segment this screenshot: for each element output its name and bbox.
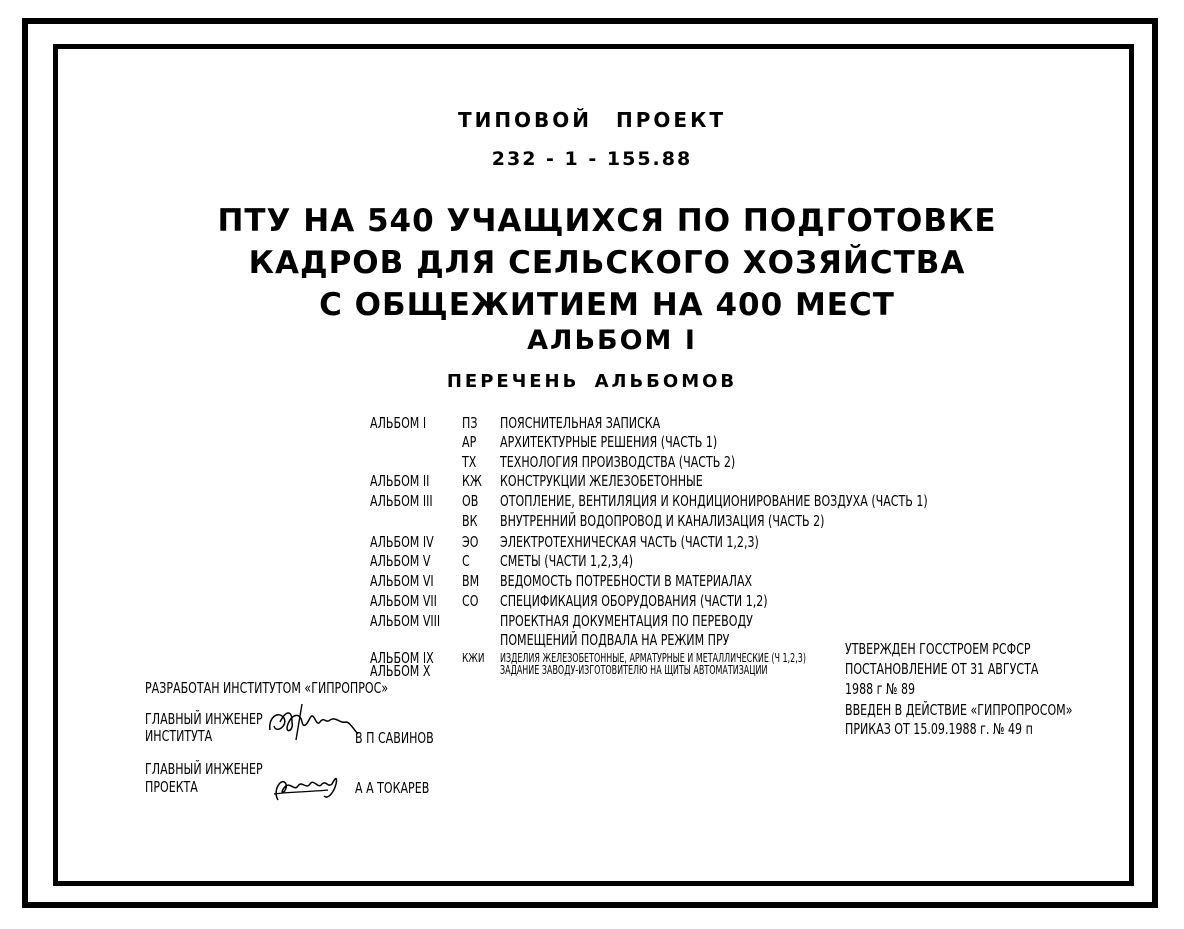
album-title: ЗАДАНИЕ ЗАВОДУ-ИЗГОТОВИТЕЛЮ НА ЩИТЫ АВТОМАТИЗАЦИИ bbox=[500, 663, 768, 677]
signature-savinov bbox=[262, 700, 362, 744]
album-code: С bbox=[462, 552, 470, 570]
approval-line-5: ПРИКАЗ ОТ 15.09.1988 г. № 49 п bbox=[845, 720, 1033, 738]
album-title: ЭЛЕКТРОТЕХНИЧЕСКАЯ ЧАСТЬ (ЧАСТИ 1,2,3) bbox=[500, 533, 759, 551]
album-title: СПЕЦИФИКАЦИЯ ОБОРУДОВАНИЯ (ЧАСТИ 1,2) bbox=[500, 592, 768, 610]
chief-project-name: А А ТОКАРЕВ bbox=[355, 779, 430, 797]
chief-project-title: ГЛАВНЫЙ ИНЖЕНЕР bbox=[145, 760, 263, 778]
album-number: АЛЬБОМ X bbox=[370, 662, 431, 680]
album-number: АЛЬБОМ III bbox=[370, 492, 433, 510]
album-title: ПОЯСНИТЕЛЬНАЯ ЗАПИСКА bbox=[500, 414, 661, 432]
chief-project-org: ПРОЕКТА bbox=[145, 778, 198, 796]
title-line-3: С ОБЩЕЖИТИЕМ НА 400 МЕСТ bbox=[319, 287, 895, 323]
album-title: ОТОПЛЕНИЕ, ВЕНТИЛЯЦИЯ И КОНДИЦИОНИРОВАНИЕ ВОЗДУХА (ЧАСТЬ 1) bbox=[500, 492, 928, 510]
album-title: СМЕТЫ (ЧАСТИ 1,2,3,4) bbox=[500, 552, 634, 570]
album-code: КЖИ bbox=[462, 651, 485, 665]
album-code: ЭО bbox=[462, 533, 479, 551]
album-title: КОНСТРУКЦИИ ЖЕЛЕЗОБЕТОННЫЕ bbox=[500, 472, 703, 490]
approval-line-1: УТВЕРЖДЕН ГОССТРОЕМ РСФСР bbox=[845, 640, 1031, 658]
developed-by: РАЗРАБОТАН ИНСТИТУТОМ «ГИПРОПРОС» bbox=[145, 679, 389, 697]
album-title: ИЗДЕЛИЯ ЖЕЛЕЗОБЕТОННЫЕ, АРМАТУРНЫЕ И МЕТАЛЛИЧЕСКИЕ (Ч 1,2,3) bbox=[500, 651, 807, 665]
album-title: ТЕХНОЛОГИЯ ПРОИЗВОДСТВА (ЧАСТЬ 2) bbox=[500, 453, 736, 471]
album-code: ПЗ bbox=[462, 414, 478, 432]
album-number: АЛЬБОМ I bbox=[370, 414, 427, 432]
title-line-2: КАДРОВ ДЛЯ СЕЛЬСКОГО ХОЗЯЙСТВА bbox=[248, 245, 966, 281]
album-label: АЛЬБОМ I bbox=[527, 325, 697, 356]
album-title: АРХИТЕКТУРНЫЕ РЕШЕНИЯ (ЧАСТЬ 1) bbox=[500, 433, 718, 451]
album-code: КЖ bbox=[462, 472, 482, 490]
album-number: АЛЬБОМ VI bbox=[370, 572, 434, 590]
album-code: СО bbox=[462, 592, 479, 610]
album-list-title: ПЕРЕЧЕНЬ АЛЬБОМОВ bbox=[446, 371, 738, 392]
project-code: 232 - 1 - 155.88 bbox=[491, 148, 693, 170]
album-code: ВК bbox=[462, 512, 478, 530]
album-title: ВЕДОМОСТЬ ПОТРЕБНОСТИ В МАТЕРИАЛАХ bbox=[500, 572, 753, 590]
project-type: ТИПОВОЙ ПРОЕКТ bbox=[457, 108, 727, 132]
chief-institute-org: ИНСТИТУТА bbox=[145, 727, 213, 745]
approval-line-3: 1988 г № 89 bbox=[845, 680, 916, 698]
approval-line-2: ПОСТАНОВЛЕНИЕ ОТ 31 АВГУСТА bbox=[845, 660, 1039, 678]
album-title: ПРОЕКТНАЯ ДОКУМЕНТАЦИЯ ПО ПЕРЕВОДУ bbox=[500, 612, 753, 630]
album-title: ПОМЕЩЕНИЙ ПОДВАЛА НА РЕЖИМ ПРУ bbox=[500, 631, 730, 649]
album-code: ОВ bbox=[462, 492, 479, 510]
title-line-1: ПТУ НА 540 УЧАЩИХСЯ ПО ПОДГОТОВКЕ bbox=[217, 203, 997, 239]
album-number: АЛЬБОМ V bbox=[370, 552, 431, 570]
signature-tokarev bbox=[268, 770, 348, 806]
album-number: АЛЬБОМ VII bbox=[370, 592, 437, 610]
approval-line-4: ВВЕДЕН В ДЕЙСТВИЕ «ГИПРОПРОСОМ» bbox=[845, 701, 1073, 719]
album-number: АЛЬБОМ VIII bbox=[370, 612, 441, 630]
album-code: АР bbox=[462, 433, 477, 451]
album-number: АЛЬБОМ II bbox=[370, 472, 430, 490]
chief-institute-name: В П САВИНОВ bbox=[355, 729, 434, 747]
album-code: ТХ bbox=[462, 453, 477, 471]
album-title: ВНУТРЕННИЙ ВОДОПРОВОД И КАНАЛИЗАЦИЯ (ЧАСТЬ 2) bbox=[500, 512, 825, 530]
album-number: АЛЬБОМ IX bbox=[370, 649, 434, 667]
project-title bbox=[15, 200, 1184, 326]
chief-institute-title: ГЛАВНЫЙ ИНЖЕНЕР bbox=[145, 710, 263, 728]
album-number: АЛЬБОМ IV bbox=[370, 533, 434, 551]
album-code: ВМ bbox=[462, 572, 480, 590]
